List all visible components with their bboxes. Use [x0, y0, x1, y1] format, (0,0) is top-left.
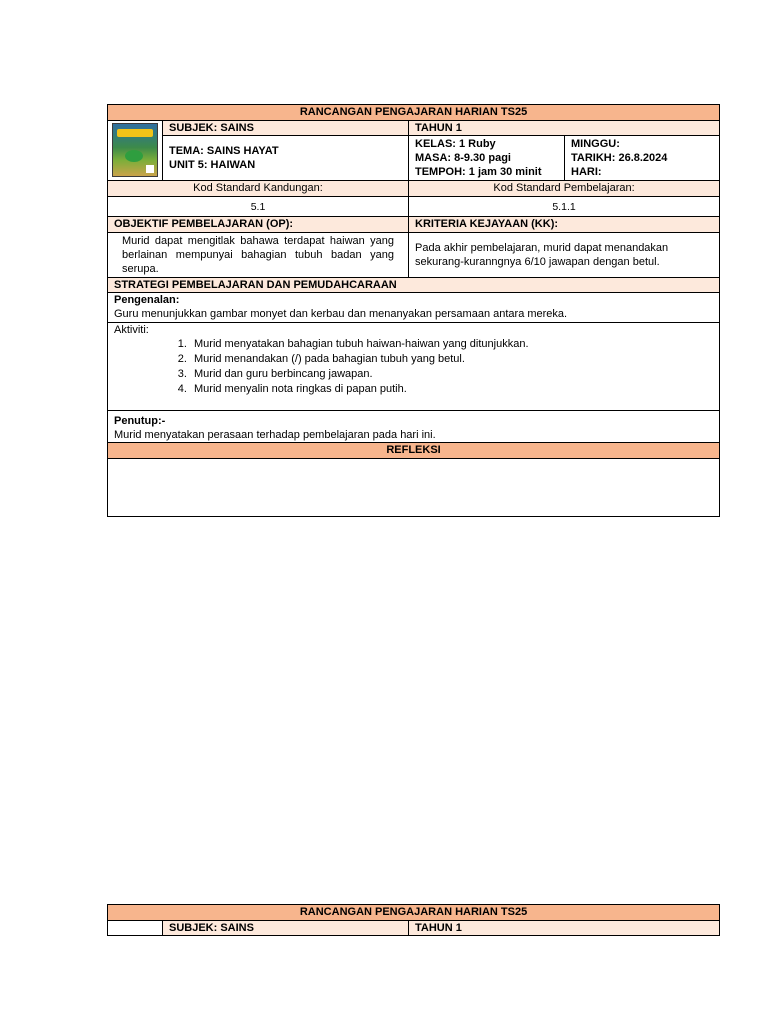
criteria-label: KRITERIA KEJAYAAN (KK):: [409, 217, 720, 233]
lesson-plan-table: [107, 104, 720, 517]
plan-title: RANCANGAN PENGAJARAN HARIAN TS25: [108, 105, 720, 121]
date-label: TARIKH: 26.8.2024: [571, 152, 668, 164]
theme-unit-cell: [163, 136, 409, 181]
year-label: TAHUN 1: [409, 121, 720, 136]
content-standard-value: 5.1: [108, 197, 409, 217]
activity-item: 3. Murid dan guru berbincang jawapan.: [190, 367, 713, 382]
criteria-text: Pada akhir pembelajaran, murid dapat menandakan sekurang-kuranngnya 6/10 jawapan dengan betul.: [409, 233, 720, 278]
content-standard-label: Kod Standard Kandungan:: [108, 181, 409, 197]
reflection-area: [108, 459, 720, 517]
time-label: MASA: 8-9.30 pagi: [415, 152, 511, 164]
week-label: MINGGU:: [571, 138, 620, 150]
plan-title-2: RANCANGAN PENGAJARAN HARIAN TS25: [108, 905, 720, 921]
introduction-text: Guru menunjukkan gambar monyet dan kerbau dan menanyakan persamaan antara mereka.: [114, 308, 568, 320]
textbook-cover-cell-2: [108, 921, 163, 936]
closing-label: Penutup:-: [114, 415, 166, 427]
duration-label: TEMPOH: 1 jam 30 minit: [415, 166, 542, 178]
theme-label: TEMA: SAINS HAYAT: [169, 145, 279, 157]
objective-label: OBJEKTIF PEMBELAJARAN (OP):: [108, 217, 409, 233]
textbook-cover-cell: [108, 121, 163, 181]
learning-standard-value: 5.1.1: [409, 197, 720, 217]
closing-cell: [108, 411, 720, 443]
closing-text: Murid menyatakan perasaan terhadap pembelajaran pada hari ini.: [114, 429, 436, 441]
lesson-plan-table-2: [107, 904, 720, 936]
subject-label: SUBJEK: SAINS: [163, 121, 409, 136]
class-label: KELAS: 1 Ruby: [415, 138, 496, 150]
introduction-label: Pengenalan:: [114, 294, 180, 306]
activities-cell: [108, 323, 720, 411]
activities-label: Aktiviti:: [114, 324, 149, 336]
activity-item: 2. Murid menandakan (/) pada bahagian tubuh yang betul.: [190, 352, 713, 367]
objective-text: Murid dapat mengitlak bahawa terdapat haiwan yang berlainan mempunyai bahagian tubuh badan yang serupa.: [108, 233, 409, 278]
date-info-cell: [565, 136, 720, 181]
unit-label: UNIT 5: HAIWAN: [169, 159, 256, 171]
class-info-cell: [409, 136, 565, 181]
reflection-label: REFLEKSI: [108, 443, 720, 459]
textbook-cover-image: [112, 123, 158, 177]
strategy-label: STRATEGI PEMBELAJARAN DAN PEMUDAHCARAAN: [108, 278, 720, 293]
year-label-2: TAHUN 1: [409, 921, 720, 936]
subject-label-2: SUBJEK: SAINS: [163, 921, 409, 936]
activity-item: 4. Murid menyalin nota ringkas di papan putih.: [190, 382, 713, 397]
learning-standard-label: Kod Standard Pembelajaran:: [409, 181, 720, 197]
activities-list: [114, 337, 713, 397]
activity-item: 1. Murid menyatakan bahagian tubuh haiwan-haiwan yang ditunjukkan.: [190, 337, 713, 352]
day-label: HARI:: [571, 166, 602, 178]
introduction-cell: [108, 293, 720, 323]
